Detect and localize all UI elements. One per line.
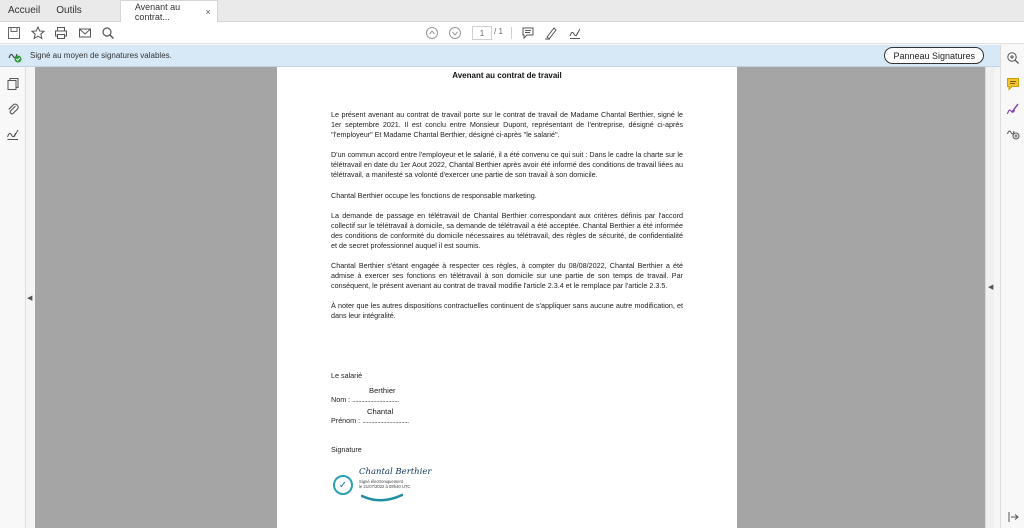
page-down-icon[interactable] — [447, 25, 463, 41]
expand-pane-icon[interactable] — [1005, 509, 1021, 525]
paragraph-agreement: D'un commun accord entre l'employeur et le salarié, il a été convenu ce qui suit : Dans le cadre la charte sur le télétravail en date du 1er Aout 2022, Chantal Berthier après avoir été informé des conditions de travail liées au télétravail, a manifesté sa volonté d'exercer une partie de son travail à son domicile. — [331, 150, 683, 180]
page-total: / 1 — [494, 27, 503, 36]
nom-label: Nom : — [331, 395, 351, 404]
attachment-icon[interactable] — [5, 101, 21, 117]
certificates-icon[interactable] — [1005, 125, 1021, 141]
zoom-in-icon[interactable] — [1005, 50, 1021, 66]
signature-status-text: Signé au moyen de signatures valables. — [30, 51, 172, 60]
paragraph-parties: Le présent avenant au contrat de travail porte sur le contrat de travail de Madame Chantal Berthier, signé le 1er septembre 2021. Il est conclu entre Monsieur Dupont, représentant de l'entreprise, désigné ci-après "l'employeur" Et Madame Chantal Berthier, désigné ci-après "le salarié". — [331, 110, 683, 140]
signature-check-icon: ✓ — [333, 475, 353, 495]
collapse-left-panel-icon[interactable]: ◀ — [27, 295, 33, 302]
prenom-value: Chantal — [367, 407, 394, 416]
sign-icon[interactable] — [567, 25, 583, 41]
electronic-signature-stamp[interactable] — [333, 465, 432, 507]
tab-document[interactable] — [120, 0, 218, 22]
comment-tool-icon[interactable] — [1005, 76, 1021, 92]
document-title: Avenant au contrat de travail — [452, 71, 562, 80]
tab-bar — [0, 0, 1024, 22]
tab-home[interactable]: Accueil — [8, 5, 41, 16]
comment-icon[interactable] — [520, 25, 536, 41]
tab-tools[interactable]: Outils — [56, 5, 82, 16]
stamp-signed-text: Signé électroniquement — [359, 479, 403, 484]
prenom-label: Prénom : — [331, 416, 361, 425]
signatures-panel-icon[interactable] — [5, 126, 21, 142]
page-number-input[interactable]: 1 — [472, 26, 492, 40]
email-icon[interactable] — [77, 25, 93, 41]
signature-status-bar — [0, 45, 1024, 67]
signature-valid-icon — [8, 49, 22, 63]
document-body — [331, 110, 683, 332]
highlight-pen-icon[interactable] — [543, 25, 559, 41]
search-zoom-icon[interactable] — [100, 25, 116, 41]
page-thumbnails-icon[interactable] — [5, 76, 21, 92]
left-sidebar — [0, 67, 26, 528]
close-tab-icon[interactable]: × — [205, 6, 211, 17]
prenom-dots: ............................... — [362, 416, 409, 425]
fill-and-sign-icon[interactable] — [1005, 101, 1021, 117]
print-icon[interactable] — [53, 25, 69, 41]
tab-document-label: Avenant au contrat... — [134, 1, 181, 22]
nom-field — [331, 395, 399, 404]
nom-dots: ............................... — [352, 395, 399, 404]
signature-label: Signature — [331, 445, 362, 454]
vertical-scrollbar[interactable] — [985, 67, 994, 528]
collapse-right-panel-icon[interactable]: ◀ — [988, 284, 994, 291]
document-page — [277, 67, 737, 528]
toolbar-divider — [511, 27, 512, 39]
bookmark-star-icon[interactable] — [30, 25, 46, 41]
signature-panel-button[interactable]: Panneau Signatures — [884, 47, 984, 64]
paragraph-commitment: Chantal Berthier s'étant engagée à respecter ces règles, à compter du 08/08/2022, Chantal Berthier a été admise à exercer ses fonctions en télétravail à son domicile sur une partie de son temps de travail. Par conséquent, le présent avenant au contrat de travail modifie l'article 2.3.4 et le remplace par l'article 2.3.5. — [331, 261, 683, 291]
stamp-swoosh-icon — [361, 493, 403, 503]
document-viewport — [35, 67, 985, 528]
paragraph-role: Chantal Berthier occupe les fonctions de responsable marketing. — [331, 190, 537, 200]
save-icon[interactable] — [6, 25, 22, 41]
paragraph-request: La demande de passage en télétravail de Chantal Berthier correspondant aux critères définis par l'accord collectif sur le télétravail à domicile, sa demande de télétravail a été acceptée. Chantal Berthier a été informée des conditions de conformité du domicile nécessaires au télétravail, des règles de sécurité, de confidentialité et de secret professionnel auquel il est soumis. — [331, 210, 683, 250]
stamp-signer-name: Chantal Berthier — [359, 467, 432, 477]
paragraph-note: À noter que les autres dispositions contractuelles continuent de s'appliquer sans aucune autre modification, et dans leur intégralité. — [331, 301, 683, 321]
employee-label: Le salarié — [331, 371, 363, 380]
prenom-field — [331, 416, 409, 425]
nom-value: Berthier — [369, 386, 396, 395]
toolbar — [0, 22, 1024, 44]
page-up-icon[interactable] — [424, 25, 440, 41]
right-tools-pane — [1000, 45, 1024, 528]
stamp-date-text: le 21/07/2022 à 08h40 UTC — [359, 484, 411, 489]
